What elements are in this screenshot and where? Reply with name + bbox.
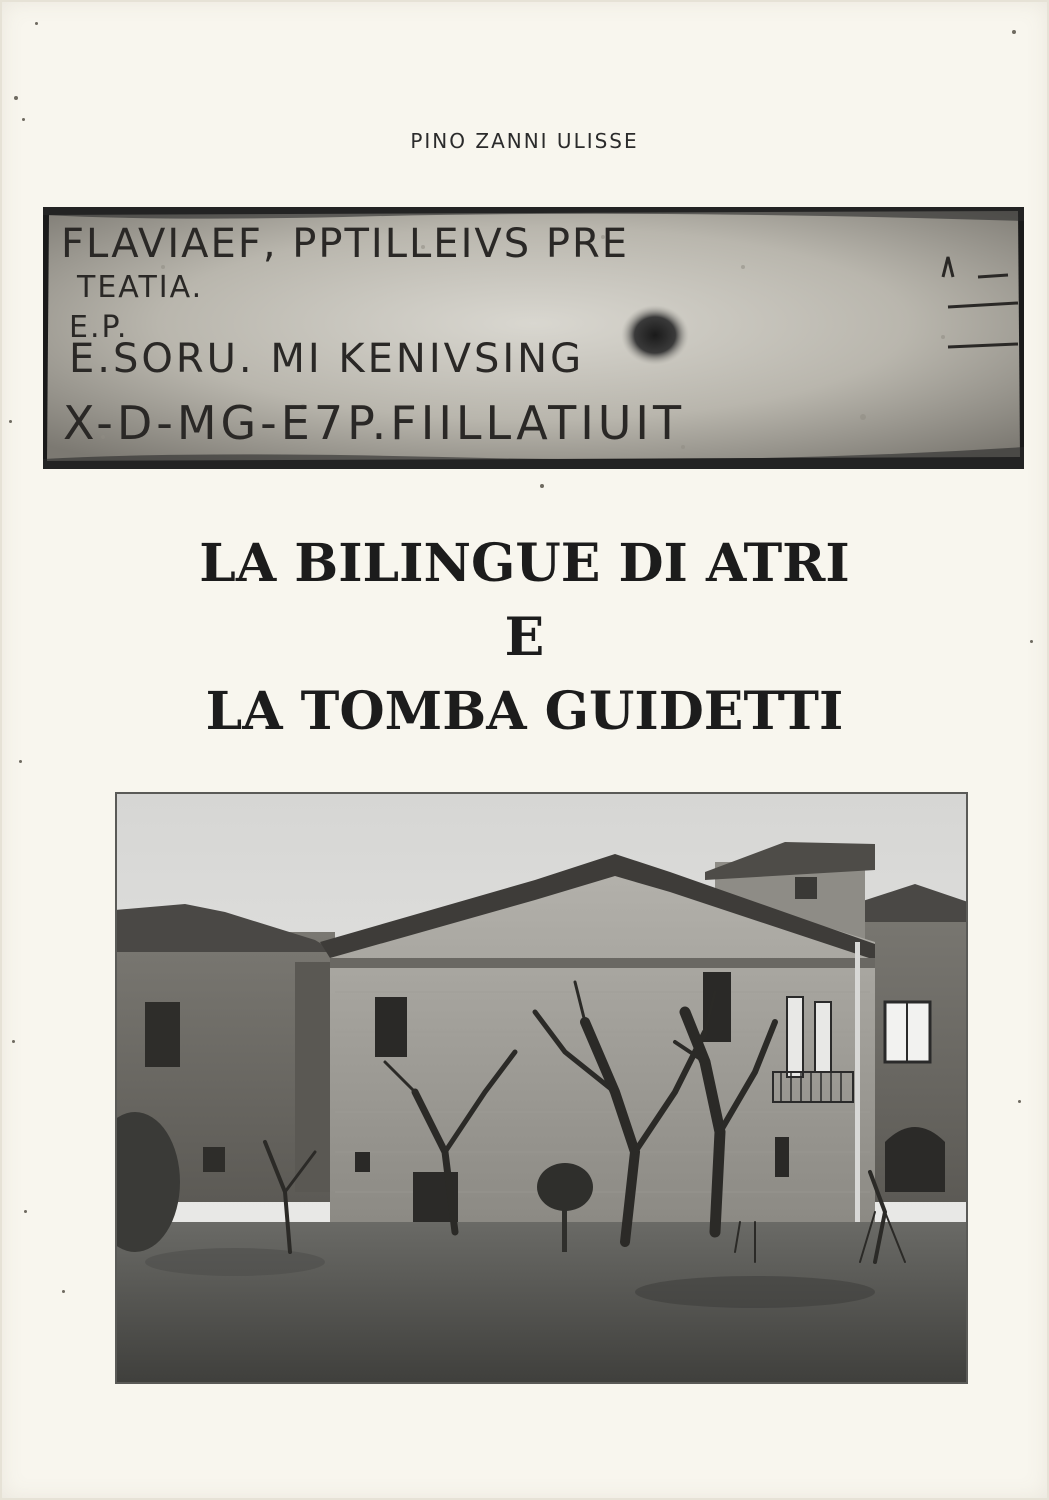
inscription-photo [43, 207, 1024, 469]
inscription-line-2: TEATIA. [77, 270, 204, 305]
paper-speck [1012, 30, 1016, 34]
inscription-line-1: FLAVIAEF, PPTILLEIVS PRE [61, 221, 630, 267]
building-photo [115, 792, 968, 1384]
inscription-line-5: X-D-MG-E7P.FIILLATIUIT [63, 396, 686, 450]
paper-speck [12, 1040, 15, 1043]
paper-speck [9, 420, 12, 423]
paper-speck [24, 1210, 27, 1213]
paper-speck [62, 1290, 65, 1293]
paper-speck [19, 760, 22, 763]
inscription-line-4: E.SORU. MI KENIVSING [69, 336, 585, 382]
paper-speck [35, 22, 38, 25]
paper-speck [22, 118, 25, 121]
book-title [0, 527, 1049, 749]
paper-speck [540, 484, 544, 488]
title-line-2: E [504, 607, 545, 668]
paper-speck [14, 96, 18, 100]
title-line-1: LA BILINGUE DI ATRI [199, 533, 850, 594]
author-name: PINO ZANNI ULISSE [410, 129, 639, 153]
inscription-line-3: E.P. [69, 310, 129, 345]
paper-speck [1018, 1100, 1021, 1103]
title-line-3: LA TOMBA GUIDETTI [205, 681, 844, 742]
